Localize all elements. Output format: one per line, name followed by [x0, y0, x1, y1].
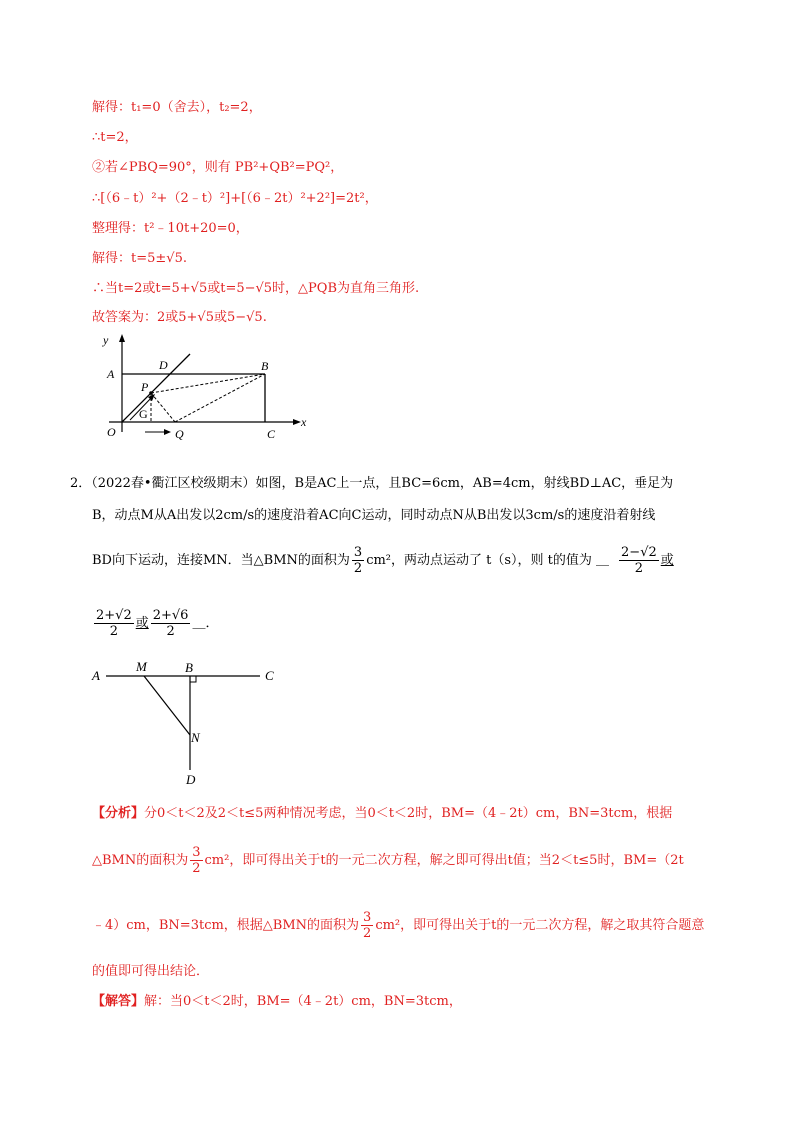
problem-line-2: B，动点M从A出发以2cm/s的速度沿着AC向C运动，同时动点N从B出发以3cm/s的速度沿着射线 [92, 508, 656, 523]
coordinate-figure [95, 330, 315, 445]
solution-line-7: ∴当t=2或t=5+√5或t=5−√5时，△PQB为直角三角形. [92, 281, 420, 296]
analysis-text-3a: ﹣4）cm，BN=3tcm，根据△BMN的面积为 [92, 918, 360, 933]
analysis-text-2b: cm²，即可得出关于t的一元二次方程，解之即可得出t值；当2＜t≤5时，BM=（2t [204, 853, 684, 868]
or-word-2: 或 [135, 616, 149, 631]
analysis-text-1: 分0＜t＜2及2＜t≤5两种情况考虑，当0＜t＜2时，BM=（4﹣2t）cm，BN=3tcm，根据 [144, 806, 673, 821]
fig2-label-c: C [265, 668, 274, 683]
label-c: C [267, 427, 276, 441]
analysis-line-4: 的值即可得出结论． [92, 964, 210, 979]
analysis-line-3 [92, 910, 704, 941]
label-b: B [261, 359, 269, 373]
label-o: O [107, 425, 116, 439]
fig2-label-n: N [191, 730, 200, 745]
area-fraction: $\frac{3}{2}$ [353, 545, 363, 576]
solution-line-6: 解得：t=5±√5. [92, 251, 187, 266]
label-d: D [159, 358, 168, 372]
analysis-text-3b: cm²，即可得出关于t的一元二次方程，解之取其符合题意 [375, 918, 705, 933]
problem-line-3-pre: BD向下运动，连接MN．当△BMN的面积为 [92, 553, 350, 568]
answer-line [92, 993, 462, 1011]
fig2-label-d: D [186, 772, 196, 787]
answer-tail: ＿． [192, 616, 219, 631]
label-p: P [141, 380, 149, 394]
fig2-label-a: A [92, 668, 100, 683]
analysis-tag: 【分析】 [92, 806, 145, 821]
answer-fraction-3: $\frac{2+√6}{2}$ [152, 608, 189, 639]
label-a: A [107, 367, 115, 381]
problem-line-4 [92, 608, 218, 639]
or-word-1: 或 [660, 553, 674, 568]
label-q: Q [175, 427, 184, 441]
label-g: G [139, 407, 148, 421]
analysis-fraction-2: $\frac{3}{2}$ [363, 910, 372, 941]
answer-text: 解：当0＜t＜2时，BM=（4﹣2t）cm，BN=3tcm， [144, 994, 462, 1009]
fig2-label-m: M [136, 659, 147, 674]
answer-fraction-1: $\frac{2-√2}{2}$ [621, 545, 657, 576]
solution-line-4: ∴[（6﹣t）²+（2﹣t）²]+[（6﹣2t）²+2²]=2t²， [92, 191, 378, 206]
answer-fraction-2: $\frac{2+√2}{2}$ [96, 608, 132, 639]
fig2-label-b: B [185, 660, 193, 675]
analysis-line-2 [92, 845, 684, 876]
answer-tag: 【解答】 [92, 994, 145, 1009]
problem-line-3 [92, 545, 674, 576]
problem-line-3-mid: cm²，两动点运动了 t（s），则 t的值为 ＿ [366, 553, 610, 568]
label-x: x [301, 415, 307, 429]
analysis-line-1 [92, 805, 672, 823]
label-y: y [103, 333, 109, 347]
solution-line-1: 解得：t₁=0（舍去），t₂=2， [92, 100, 262, 115]
solution-line-3: ②若∠PBQ=90°，则有 PB²+QB²=PQ²， [92, 160, 344, 175]
line-figure [88, 658, 288, 788]
problem-line-1: 2．（2022春•衢江区校级期末）如图，B是AC上一点，且BC=6cm，AB=4cm，射线BD⊥AC，垂足为 [70, 476, 674, 491]
analysis-fraction-1: $\frac{3}{2}$ [192, 845, 201, 876]
solution-line-8: 故答案为：2或5+√5或5−√5. [92, 310, 267, 325]
solution-line-5: 整理得：t²﹣10t+20=0， [92, 221, 249, 236]
solution-line-2: ∴t=2， [92, 130, 138, 145]
analysis-text-2a: △BMN的面积为 [92, 853, 189, 868]
